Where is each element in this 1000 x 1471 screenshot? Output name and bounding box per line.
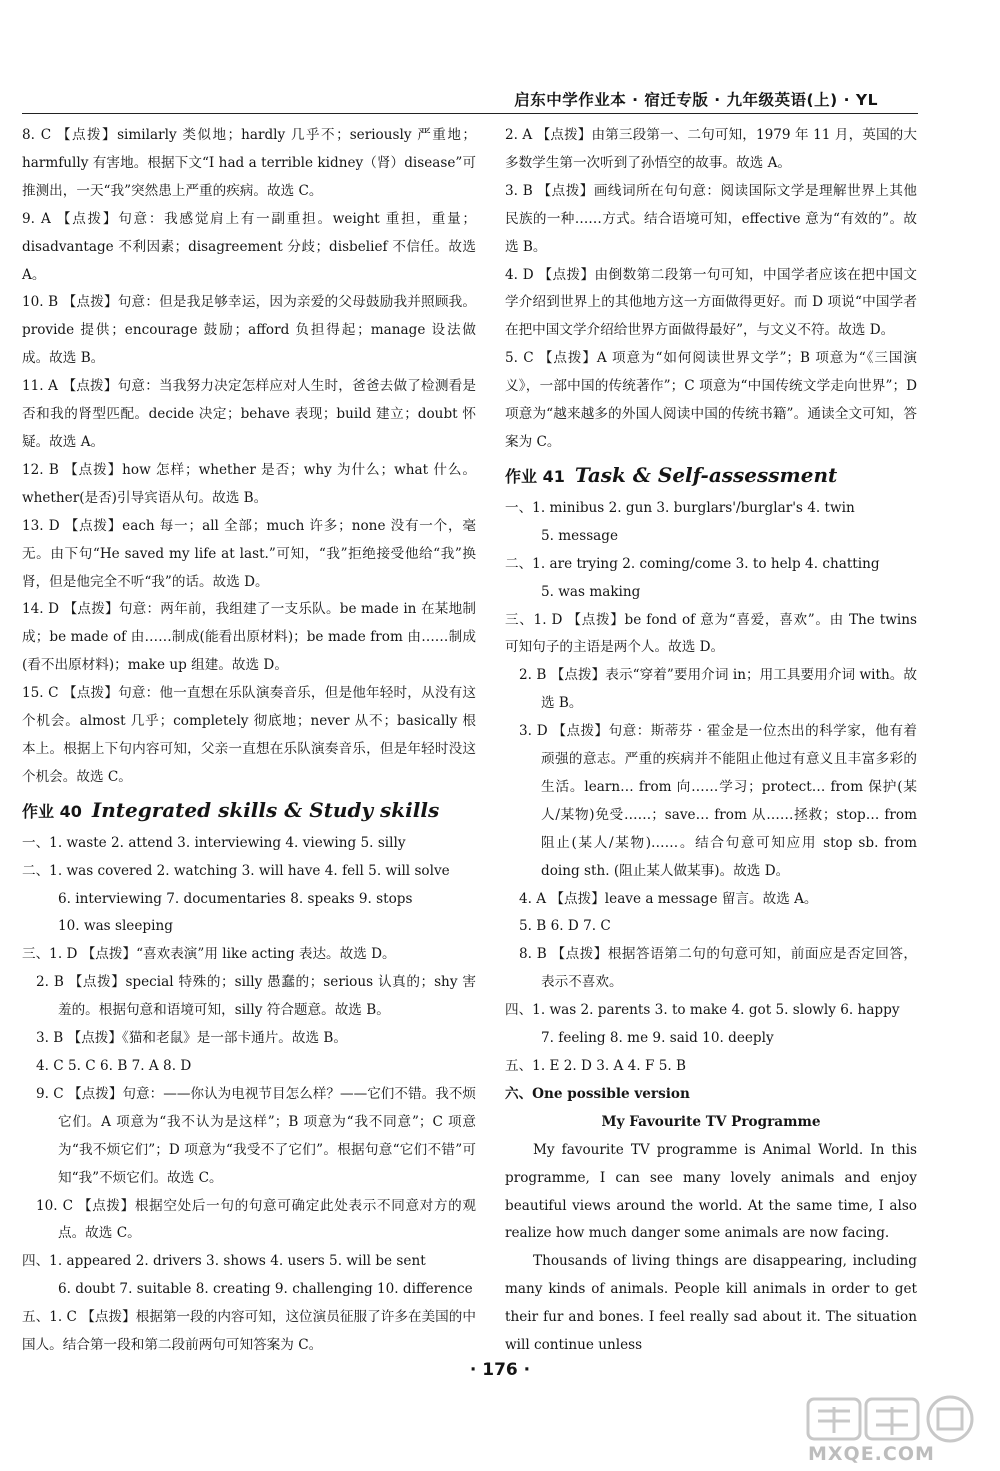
answer-item: 三、1. D 【点拨】“喜欢表演”用 like acting 表达。故选 D。: [22, 946, 396, 963]
answer-item: 三、1. D 【点拨】be fond of 意为“喜爱，喜欢”。由 The twins 可知句子的主语是两个人。故选 D。: [505, 611, 917, 656]
answer-item: 9. A 【点拨】句意：我感觉肩上有一副重担。weight 重担，重量；disadvantage 不利因素；disagreement 分歧；disbelief 不信任。故选 A。: [22, 210, 476, 283]
answer-item: 6. interviewing 7. documentaries 8. speaks 9. stops: [58, 890, 413, 907]
answer-item: 12. B 【点拨】how 怎样；whether 是否；why 为什么；what 什么。whether(是否)引导宾语从句。故选 B。: [22, 461, 476, 506]
answer-item: 4. C 5. C 6. B 7. A 8. D: [36, 1058, 192, 1074]
page-number: · 176 ·: [469, 1360, 531, 1380]
answer-item: 5. C 【点拨】A 项意为“如何阅读世界文学”；B 项意为“《三国演义》，一部中国的传统著作”；C 项意为“中国传统文学走向世界”；D 项意为“越来越多的外国人阅读中国的传统书籍”。通读全文可知，答案为 C。: [505, 350, 917, 450]
answer-item: 11. A 【点拨】句意：当我努力决定怎样应对人生时，爸爸去做了检测看是否和我的肾型匹配。decide 决定；behave 表现；build 建立；doubt 怀疑。故选 A。: [22, 378, 476, 450]
answer-item: 五、1. C 【点拨】根据第一段的内容可知，这位演员征服了许多在美国的中国人。结合第一段和第二段前两句可知答案为 C。: [22, 1309, 476, 1354]
essay-paragraph-2: Thousands of living things are disappearing, including many kinds of animals. People kill animals in order to get their fur and bones. I feel really sad about it. The situation will continue unless: [505, 1253, 917, 1354]
section-heading: [505, 457, 917, 495]
section-number: 作业 40: [22, 801, 82, 821]
section-number: 作业 41: [505, 466, 565, 486]
answer-item: 10. was sleeping: [58, 918, 173, 935]
answer-item: 一、1. minibus 2. gun 3. burglars'/burglar's 4. twin: [505, 499, 855, 516]
answer-item: 五、1. E 2. D 3. A 4. F 5. B: [505, 1058, 686, 1074]
watermark-text: MXQE.COM: [808, 1443, 935, 1465]
answer-item: 9. C 【点拨】句意：——你认为电视节目怎么样？——它们不错。我不烦它们。A 项意为“我不认为是这样”；B 项意为“我不同意”；C 项意为“我不烦它们”；D 项意为“我受不了它们”。根据句意“它们不错”可知“我”不烦它们。故选 C。: [36, 1085, 476, 1186]
answer-item: 5. message: [541, 527, 619, 544]
answer-item: 六、One possible version: [505, 1085, 690, 1102]
answer-item: 二、1. are trying 2. coming/come 3. to help 4. chatting: [505, 555, 880, 572]
answer-item: 一、1. waste 2. attend 3. interviewing 4. viewing 5. silly: [22, 834, 406, 851]
left-column: [22, 122, 476, 1360]
answer-item: 2. B 【点拨】表示“穿着”要用介词 in；用工具要用介词 with。故选 B。: [519, 667, 917, 712]
answer-item: 二、1. was covered 2. watching 3. will have 4. fell 5. will solve: [22, 862, 450, 879]
answer-item: 2. A 【点拨】由第三段第一、二句可知，1979 年 11 月，英国的大多数学生第一次听到了孙悟空的故事。故选 A。: [505, 127, 917, 171]
answer-item: 4. A 【点拨】leave a message 留言。故选 A。: [519, 890, 818, 907]
page-header: 启东中学作业本 · 宿迁专版 · 九年级英语(上) · YL: [22, 88, 918, 114]
answer-item: 8. B 【点拨】根据答语第二句的句意可知，前面应是否定回答，表示不喜欢。: [519, 946, 917, 991]
answer-item: 四、1. appeared 2. drivers 3. shows 4. users 5. will be sent: [22, 1253, 426, 1270]
answer-item: 7. feeling 8. me 9. said 10. deeply: [541, 1030, 774, 1047]
essay-title: My Favourite TV Programme: [601, 1113, 821, 1130]
right-column: [505, 122, 917, 1360]
answer-item: 14. D 【点拨】句意：两年前，我组建了一支乐队。be made in 在某地制成；be made of 由……制成(能看出原材料)；be made from 由……制成(看不出原材料)；make up 组建。故选 D。: [22, 601, 476, 674]
answer-item: 4. D 【点拨】由倒数第二段第一句可知，中国学者应该在把中国文学介绍到世界上的其他地方这一方面做得更好。而 D 项说“中国学者在把中国文学介绍给世界方面做得最好”，与文义不符。故选 D。: [505, 266, 917, 339]
answer-item: 3. B 【点拨】《猫和老鼠》是一部卡通片。故选 B。: [36, 1030, 347, 1047]
answer-item: 5. B 6. D 7. C: [519, 918, 611, 935]
answer-item: 5. was making: [541, 583, 641, 600]
essay-paragraph-1: My favourite TV programme is Animal World. In this programme, I can see many lovely animals and enjoy beautiful views around the world. At the same time, I also realize how much danger some animals are now facing.: [505, 1141, 917, 1242]
answer-item: 13. D 【点拨】each 每一；all 全部；much 许多；none 没有一个，毫无。由下句“He saved my life at last.”可知，“我”拒绝接受他给“我”换肾，但是他完全不听“我”的话。故选 D。: [22, 517, 476, 590]
answer-item: 10. B 【点拨】句意：但是我足够幸运，因为亲爱的父母鼓励我并照顾我。provide 提供；encourage 鼓励；afford 负担得起；manage 设法做成。故选 B。: [22, 294, 476, 367]
section-title: Task & Self-assessment: [574, 462, 838, 487]
answer-item: 3. D 【点拨】句意：斯蒂芬 · 霍金是一位杰出的科学家，他有着顽强的意志。严重的疾病并不能阻止他过有意义且丰富多彩的生活。learn… from 向……学习；protect… from 保护(某人/某物)免受……；save… from 从……拯救；stop… from 阻止(某人/某物)……。结合句意可知应用 stop sb. from doing sth. (阻止某人做某事)。故选 D。: [519, 723, 917, 879]
answer-item: 15. C 【点拨】句意：他一直想在乐队演奏音乐，但是他年轻时，从没有这个机会。almost 几乎；completely 彻底地；never 从不；basically 根本上。根据上下句内容可知，父亲一直想在乐队演奏音乐，但是年轻时没这个机会。故选 C。: [22, 685, 476, 785]
answer-item: 8. C 【点拨】similarly 类似地；hardly 几乎不；seriously 严重地；harmfully 有害地。根据下文“I had a terrible kidney（肾）disease”可推测出，一天“我”突然患上严重的疾病。故选 C。: [22, 127, 476, 199]
section-heading: [22, 792, 476, 830]
answer-item: 10. C 【点拨】根据空处后一句的句意可确定此处表示不同意对方的观点。故选 C。: [36, 1197, 476, 1242]
answer-item: 6. doubt 7. suitable 8. creating 9. challenging 10. difference: [58, 1281, 473, 1298]
answer-item: 四、1. was 2. parents 3. to make 4. got 5. slowly 6. happy: [505, 1002, 900, 1019]
answer-item: 2. B 【点拨】special 特殊的；silly 愚蠢的；serious 认真的；shy 害羞的。根据句意和语境可知，silly 符合题意。故选 B。: [36, 974, 476, 1019]
section-title: Integrated skills & Study skills: [91, 797, 440, 822]
answer-item: 3. B 【点拨】画线词所在句句意：阅读国际文学是理解世界上其他民族的一种……方式。结合语境可知，effective 意为“有效的”。故选 B。: [505, 182, 917, 255]
